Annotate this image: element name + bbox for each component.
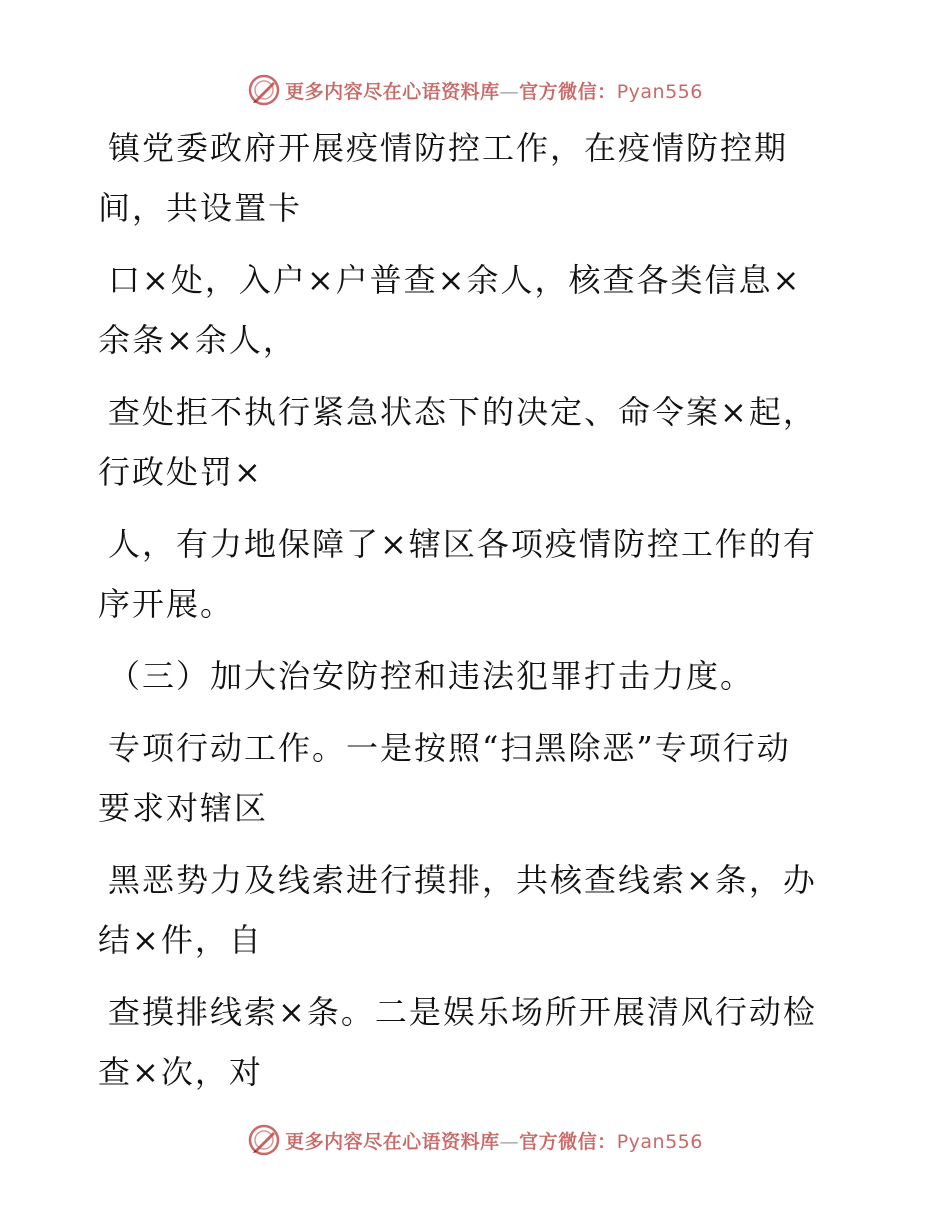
text-line: （三）加大治安防控和违法犯罪打击力度。	[108, 657, 755, 695]
text-line: 人，有力地保障了×辖区各项疫情防控工作的有	[108, 525, 817, 563]
paragraph	[98, 514, 838, 634]
document-body	[98, 118, 838, 1114]
pen-logo-icon	[247, 1123, 281, 1157]
text-line: 要求对辖区	[98, 789, 269, 827]
paragraph	[98, 982, 838, 1102]
paragraph	[98, 118, 838, 238]
text-line: 间，共设置卡	[98, 189, 303, 227]
text-line: 查摸排线索×条。二是娱乐场所开展清风行动检	[108, 993, 817, 1031]
watermark-separator: —	[499, 80, 520, 103]
text-line: 专项行动工作。一是按照“扫黑除恶”专项行动	[108, 729, 791, 767]
text-line: 查处拒不执行紧急状态下的决定、命令案×起，	[108, 393, 817, 431]
text-line: 口×处，入户×户普查×余人，核查各类信息×	[108, 261, 802, 299]
watermark-contact-label: 官方微信：	[519, 1130, 617, 1153]
header-watermark	[0, 70, 950, 110]
watermark-site-text: 更多内容尽在心语资料库	[285, 1130, 500, 1153]
footer-watermark	[0, 1120, 950, 1160]
text-line: 结×件，自	[98, 921, 263, 959]
watermark-contact-id: Pyan556	[616, 80, 703, 103]
watermark-text	[285, 77, 703, 104]
paragraph	[98, 382, 838, 502]
paragraph	[98, 850, 838, 970]
paragraph	[98, 718, 838, 838]
watermark-text	[285, 1127, 703, 1154]
section-heading	[98, 646, 838, 706]
paragraph	[98, 250, 838, 370]
text-line: 余条×余人，	[98, 321, 297, 359]
watermark-site-text: 更多内容尽在心语资料库	[285, 80, 500, 103]
text-line: 黑恶势力及线索进行摸排，共核查线索×条，办	[108, 861, 817, 899]
text-line: 查×次，对	[98, 1053, 263, 1091]
pen-logo-icon	[247, 73, 281, 107]
text-line: 序开展。	[98, 585, 235, 623]
watermark-contact-id: Pyan556	[616, 1130, 703, 1153]
watermark-separator: —	[499, 1130, 520, 1153]
watermark-contact-label: 官方微信：	[519, 80, 617, 103]
text-line: 镇党委政府开展疫情防控工作，在疫情防控期	[108, 129, 789, 167]
text-line: 行政处罚×	[98, 453, 263, 491]
